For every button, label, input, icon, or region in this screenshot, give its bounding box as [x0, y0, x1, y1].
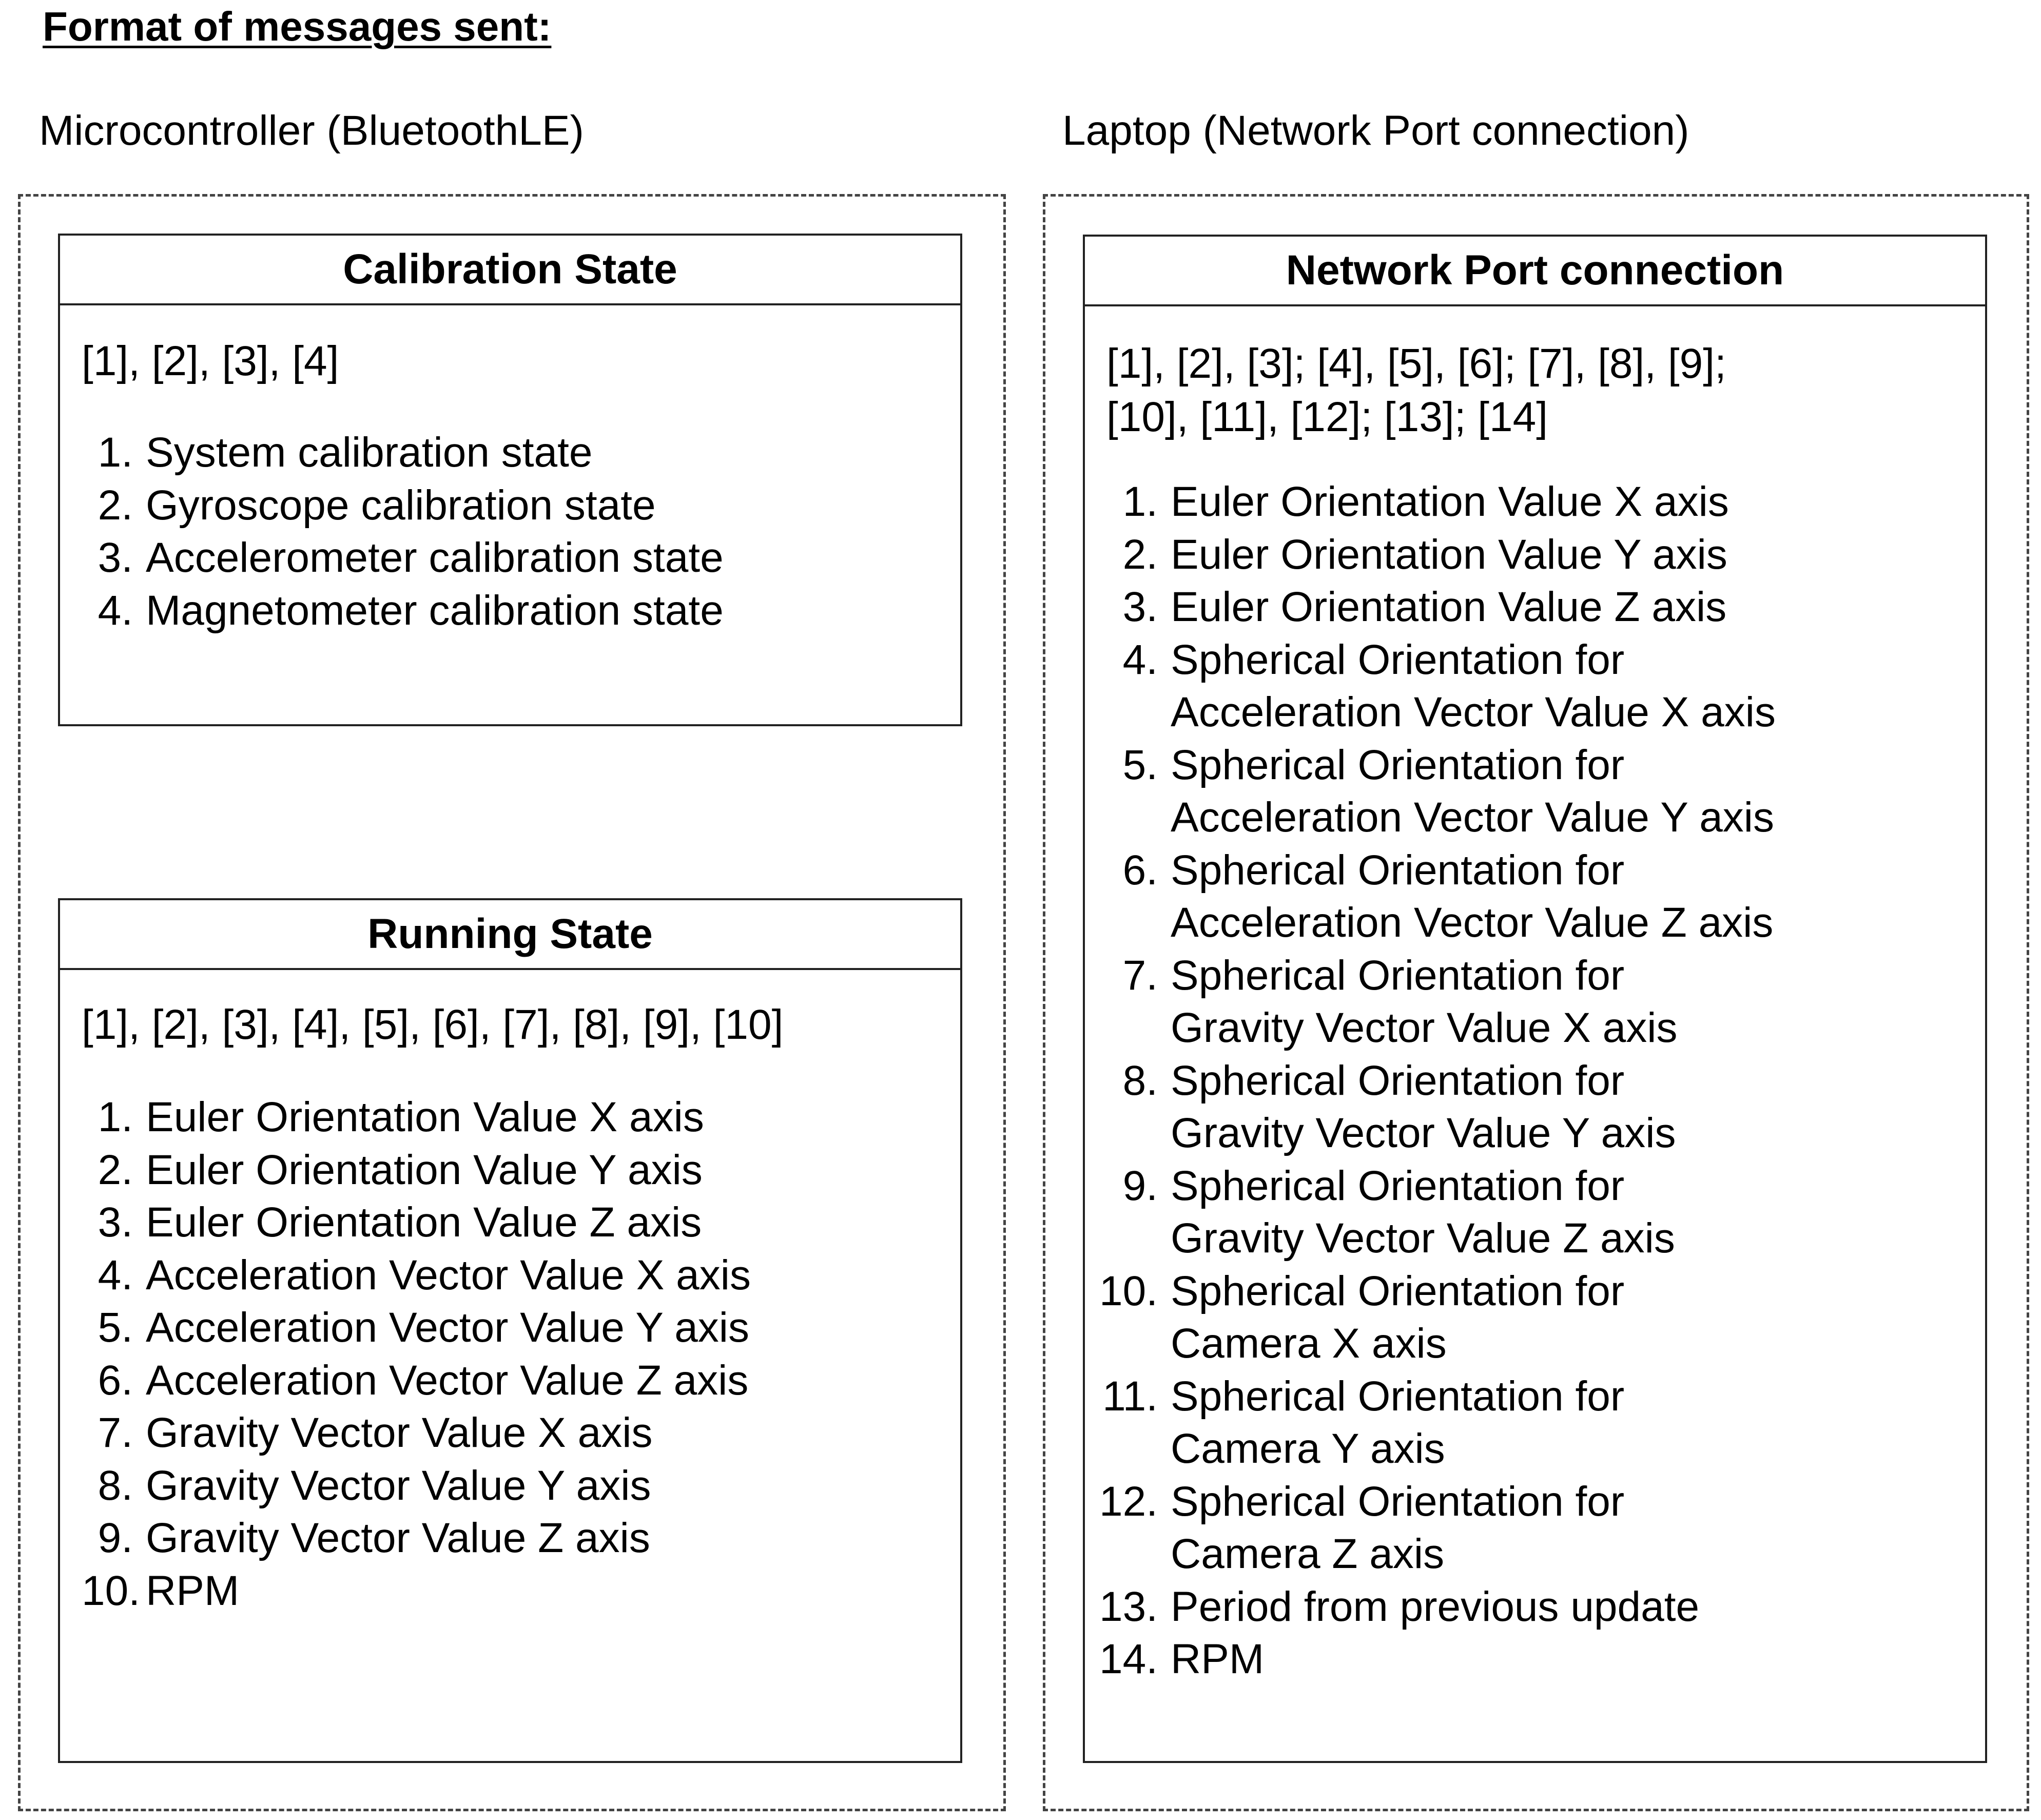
- list-item-text: Gravity Vector Value Y axis: [146, 1462, 651, 1509]
- list-item-text: Gyroscope calibration state: [146, 481, 656, 529]
- list-item-text: Euler Orientation Value X axis: [1171, 478, 1729, 525]
- list-item: [82, 1354, 751, 1407]
- list-item-number: 5.: [1122, 741, 1158, 788]
- list-item: [1094, 529, 1776, 582]
- list-item-number: 8.: [98, 1462, 133, 1509]
- list-item-number: 3.: [1122, 584, 1158, 630]
- list-item-number: 6.: [98, 1357, 133, 1404]
- list-item-text: Spherical Orientation for Acceleration Vector Value Y axis: [1171, 741, 1775, 841]
- calibration-format: [1], [2], [3], [4]: [82, 338, 339, 384]
- calibration-state-header: Calibration State: [60, 236, 960, 305]
- list-item: [82, 1512, 751, 1565]
- list-item: [1094, 1633, 1776, 1686]
- list-item-number: 9.: [1122, 1162, 1158, 1209]
- list-item-number: 10.: [82, 1567, 140, 1614]
- list-item-text: RPM: [1171, 1636, 1265, 1682]
- list-item: [1094, 1160, 1776, 1265]
- list-item: [82, 1460, 751, 1513]
- list-item-text: Spherical Orientation for Gravity Vector Value X axis: [1171, 952, 1678, 1051]
- running-state-box: [58, 898, 962, 1763]
- list-item-text: Period from previous update: [1171, 1583, 1700, 1630]
- network-port-box: [1083, 235, 1987, 1763]
- running-field-list: [82, 1091, 751, 1617]
- list-item: [1094, 1265, 1776, 1370]
- list-item-number: 4.: [98, 587, 133, 634]
- list-item-text: Accelerometer calibration state: [146, 534, 724, 581]
- list-item: [1094, 739, 1776, 844]
- list-item-number: 10.: [1099, 1267, 1158, 1314]
- list-item-number: 5.: [98, 1304, 133, 1351]
- list-item-text: RPM: [146, 1567, 240, 1614]
- list-item-number: 3.: [98, 534, 133, 581]
- list-item-number: 2.: [98, 481, 133, 529]
- list-item: [1094, 1581, 1776, 1634]
- network-port-header: Network Port connection: [1085, 237, 1985, 306]
- list-item-text: Euler Orientation Value X axis: [146, 1094, 704, 1140]
- list-item-text: Spherical Orientation for Gravity Vector Value Z axis: [1171, 1162, 1675, 1262]
- list-item: [1094, 581, 1776, 634]
- list-item-text: Spherical Orientation for Gravity Vector Value Y axis: [1171, 1057, 1676, 1156]
- list-item-text: Acceleration Vector Value Y axis: [146, 1304, 750, 1351]
- list-item-number: 6.: [1122, 846, 1158, 894]
- list-item-text: Gravity Vector Value Z axis: [146, 1515, 650, 1561]
- list-item-number: 4.: [98, 1251, 133, 1299]
- list-item-number: 11.: [1102, 1372, 1158, 1420]
- list-item-text: Magnetometer calibration state: [146, 587, 724, 634]
- list-item: [82, 1407, 751, 1460]
- list-item-text: System calibration state: [146, 429, 593, 476]
- list-item-number: 2.: [1122, 531, 1158, 578]
- microcontroller-section-label: Microcontroller (BluetoothLE): [39, 107, 584, 154]
- list-item-number: 12.: [1099, 1478, 1158, 1525]
- list-item-text: Euler Orientation Value Z axis: [1171, 584, 1727, 630]
- list-item: [82, 532, 724, 585]
- list-item: [82, 1091, 751, 1144]
- list-item: [82, 479, 724, 532]
- list-item: [82, 1249, 751, 1302]
- list-item-number: 2.: [98, 1146, 133, 1193]
- list-item-text: Spherical Orientation for Acceleration Vector Value X axis: [1171, 636, 1776, 735]
- laptop-section-label: Laptop (Network Port connection): [1062, 107, 1689, 154]
- calibration-field-list: [82, 427, 724, 637]
- list-item-number: 8.: [1122, 1057, 1158, 1104]
- list-item-number: 3.: [98, 1199, 133, 1246]
- list-item: [1094, 844, 1776, 950]
- list-item-text: Euler Orientation Value Y axis: [1171, 531, 1727, 578]
- list-item-text: Spherical Orientation for Acceleration Vector Value Z axis: [1171, 846, 1774, 946]
- list-item-text: Acceleration Vector Value X axis: [146, 1251, 751, 1299]
- list-item: [82, 1144, 751, 1197]
- list-item-number: 7.: [98, 1409, 133, 1456]
- list-item: [1094, 1055, 1776, 1160]
- page-title: Format of messages sent:: [43, 4, 552, 49]
- list-item-number: 1.: [98, 1094, 133, 1140]
- list-item-text: Euler Orientation Value Y axis: [146, 1146, 703, 1193]
- list-item-number: 7.: [1122, 952, 1158, 999]
- list-item-text: Acceleration Vector Value Z axis: [146, 1357, 749, 1404]
- list-item: [1094, 476, 1776, 529]
- running-state-header: Running State: [60, 900, 960, 970]
- list-item-text: Spherical Orientation for Camera Z axis: [1171, 1478, 1625, 1577]
- list-item: [82, 585, 724, 637]
- list-item-number: 4.: [1122, 636, 1158, 683]
- list-item-text: Spherical Orientation for Camera X axis: [1171, 1267, 1625, 1367]
- list-item-number: 1.: [1122, 478, 1158, 525]
- network-field-list: [1094, 476, 1776, 1686]
- running-format: [1], [2], [3], [4], [5], [6], [7], [8], [9], [10]: [82, 1001, 784, 1048]
- calibration-state-box: [58, 234, 962, 726]
- list-item: [82, 427, 724, 479]
- list-item: [1094, 1476, 1776, 1581]
- list-item-text: Euler Orientation Value Z axis: [146, 1199, 702, 1246]
- list-item: [1094, 1370, 1776, 1476]
- list-item: [82, 1302, 751, 1354]
- list-item-text: Spherical Orientation for Camera Y axis: [1171, 1372, 1625, 1472]
- network-format: [1], [2], [3]; [4], [5], [6]; [7], [8], [9]; [10], [11], [12]; [13]; [14]: [1106, 340, 1726, 440]
- list-item: [82, 1565, 751, 1618]
- list-item: [1094, 950, 1776, 1055]
- list-item-number: 14.: [1099, 1636, 1158, 1682]
- list-item: [82, 1196, 751, 1249]
- list-item-number: 1.: [98, 429, 133, 476]
- list-item-text: Gravity Vector Value X axis: [146, 1409, 653, 1456]
- list-item-number: 13.: [1099, 1583, 1158, 1630]
- list-item-number: 9.: [98, 1515, 133, 1561]
- list-item: [1094, 634, 1776, 739]
